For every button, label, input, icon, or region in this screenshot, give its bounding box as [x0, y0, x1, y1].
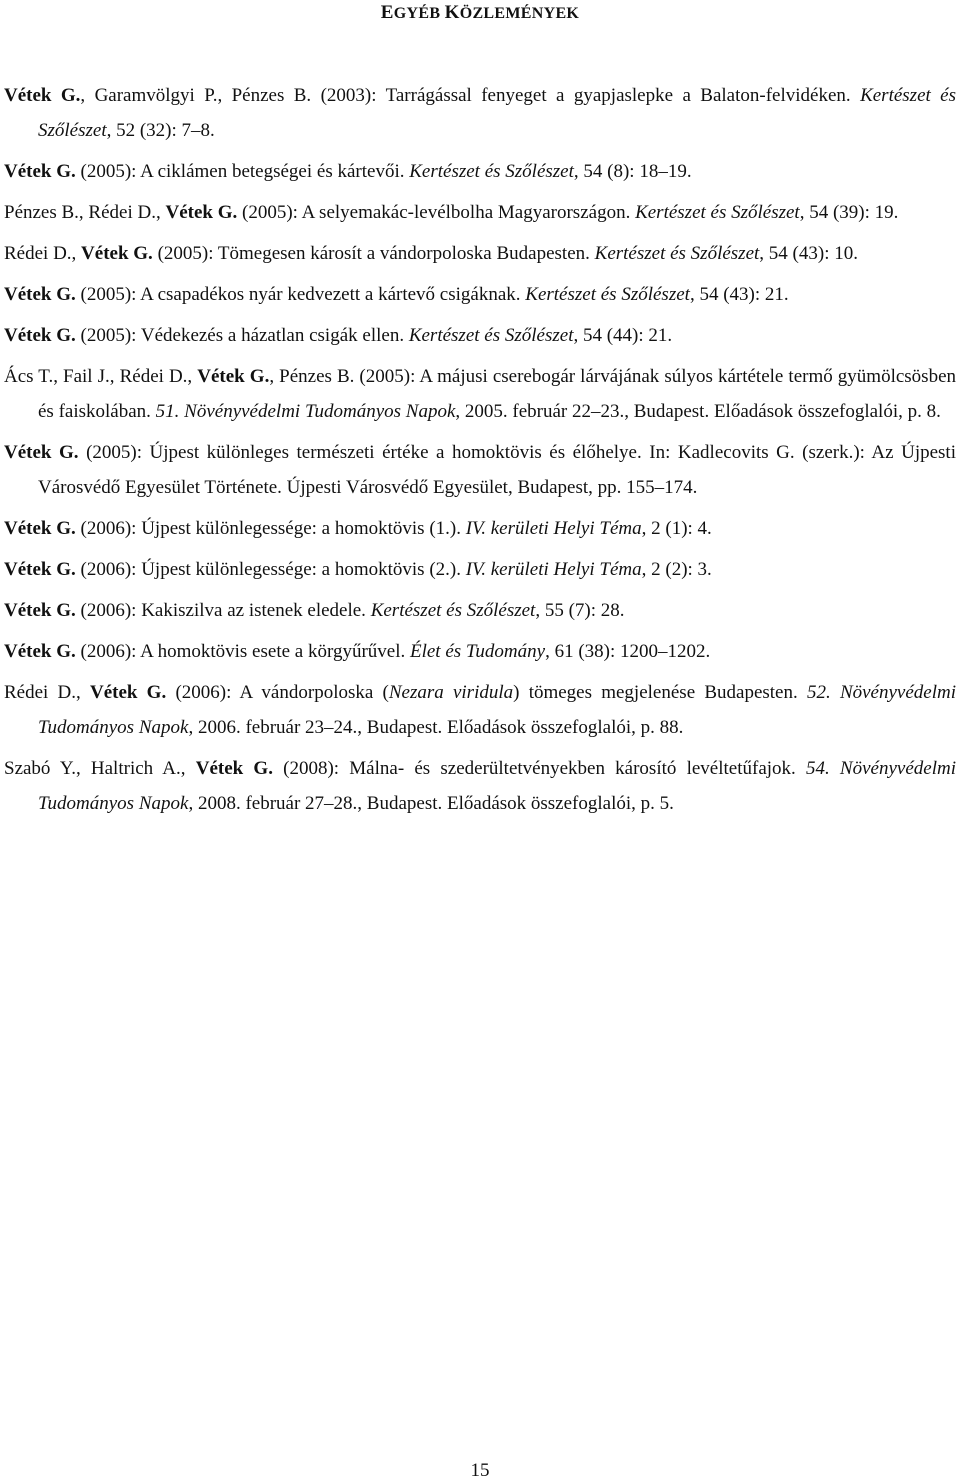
source-title: Kertészet és Szőlészet: [38, 85, 957, 141]
author-highlight: Vétek G.: [4, 161, 76, 182]
reference-text: , 2006. február 23–24., Budapest. Előadások összefoglalói, p. 88.: [188, 717, 684, 738]
reference-text: , 55 (7): 28.: [535, 600, 625, 621]
source-title: 54. Növényvédelmi Tudományos Napok: [38, 758, 956, 814]
source-title: Kertészet és Szőlészet: [635, 202, 800, 223]
reference-entry: [4, 236, 956, 271]
reference-entry: [4, 675, 956, 745]
source-title: Kertészet és Szőlészet: [370, 600, 536, 621]
author-highlight: Vétek G.: [4, 85, 81, 106]
heading-initial-1: E: [380, 2, 394, 23]
author-highlight: Vétek G.: [195, 758, 273, 779]
reference-text: (2006): Újpest különlegessége: a homoktövis (1.).: [75, 518, 466, 539]
source-title: IV. kerületi Helyi Téma: [465, 518, 642, 539]
reference-text: (2005): Újpest különleges természeti értéke a homoktövis és élőhelye. In: Kadlecovits G. (szerk.): Az Újpesti Városvédő Egyesület Története. Újpesti Városvédő Egyesület, Budapest, pp. 155–174.: [38, 442, 956, 498]
author-highlight: Vétek G.: [4, 442, 79, 463]
author-highlight: Vétek G.: [4, 284, 76, 305]
reference-text: (2005): A ciklámen betegségei és kártevői.: [75, 161, 410, 182]
reference-text: , 52 (32): 7–8.: [106, 120, 215, 141]
author-highlight: Vétek G.: [4, 559, 76, 580]
source-title: Kertészet és Szőlészet: [525, 284, 690, 305]
author-highlight: Vétek G.: [4, 641, 76, 662]
heading-rest-2: ÖZLEMÉNYEK: [459, 5, 580, 22]
reference-text: Rédei D.,: [4, 682, 90, 703]
reference-entry: [4, 318, 956, 353]
reference-text: , 54 (43): 21.: [689, 284, 789, 305]
source-title: 51. Növényvédelmi Tudományos Napok: [155, 401, 456, 422]
reference-entry: [4, 751, 956, 821]
reference-text: (2005): A selyemakác-levélbolha Magyarországon.: [237, 202, 636, 223]
reference-text: (2005): Védekezés a házatlan csigák ellen.: [75, 325, 409, 346]
section-heading: [0, 2, 960, 24]
page-number: 15: [470, 1460, 490, 1481]
heading-initial-2: K: [444, 2, 460, 23]
reference-text: Pénzes B., Rédei D.,: [4, 202, 166, 223]
reference-text: Szabó Y., Haltrich A.,: [4, 758, 196, 779]
reference-text: (2008): Málna- és szederültetvényekben károsító levéltetűfajok.: [272, 758, 806, 779]
reference-entry: [4, 154, 956, 189]
author-highlight: Vétek G.: [4, 518, 76, 539]
reference-text: , 2005. február 22–23., Budapest. Előadások összefoglalói, p. 8.: [455, 401, 941, 422]
reference-entry: [4, 359, 956, 429]
reference-text: , Pénzes B. (2005): A májusi cserebogár lárvájának súlyos kártétele termő gyümölcsösben és faiskolában.: [38, 366, 957, 422]
reference-entry: [4, 277, 956, 312]
source-title: Kertészet és Szőlészet: [594, 243, 760, 264]
reference-text: (2006): Kakiszilva az istenek eledele.: [75, 600, 371, 621]
reference-text: ) tömeges megjelenése Budapesten.: [513, 682, 807, 703]
reference-entry: [4, 78, 956, 148]
reference-text: Rédei D.,: [4, 243, 82, 264]
reference-entry: [4, 511, 956, 546]
source-title: 52. Növényvédelmi Tudományos Napok: [38, 682, 956, 738]
heading-rest-1: GYÉB: [393, 5, 445, 22]
reference-text: (2006): A vándorpoloska (: [166, 682, 389, 703]
reference-entry: [4, 195, 956, 230]
author-highlight: Vétek G.: [165, 202, 238, 223]
reference-text: (2006): A homoktövis esete a körgyűrűvel.: [75, 641, 410, 662]
reference-text: Ács T., Fail J., Rédei D.,: [4, 366, 198, 387]
author-highlight: Vétek G.: [197, 366, 270, 387]
reference-text: , Garamvölgyi P., Pénzes B. (2003): Tarrágással fenyeget a gyapjaslepke a Balaton-felvidéken.: [80, 85, 861, 106]
reference-text: , 54 (39): 19.: [799, 202, 899, 223]
reference-text: (2005): A csapadékos nyár kedvezett a kártevő csigáknak.: [75, 284, 526, 305]
reference-text: (2005): Tömegesen károsít a vándorpoloska Budapesten.: [152, 243, 595, 264]
author-highlight: Vétek G.: [4, 325, 76, 346]
reference-entry: [4, 634, 956, 669]
reference-entry: [4, 593, 956, 628]
source-title: Élet és Tudomány: [409, 641, 546, 662]
reference-text: , 2 (1): 4.: [641, 518, 712, 539]
reference-list: [4, 78, 956, 827]
reference-entry: [4, 552, 956, 587]
reference-entry: [4, 435, 956, 505]
author-highlight: Vétek G.: [81, 243, 153, 264]
source-title: Kertészet és Szőlészet: [408, 325, 574, 346]
reference-text: , 54 (8): 18–19.: [573, 161, 692, 182]
source-title: IV. kerületi Helyi Téma: [465, 559, 642, 580]
reference-text: , 54 (44): 21.: [573, 325, 673, 346]
source-title: Nezara viridula: [388, 682, 514, 703]
author-highlight: Vétek G.: [4, 600, 76, 621]
author-highlight: Vétek G.: [89, 682, 167, 703]
reference-text: , 54 (43): 10.: [759, 243, 858, 264]
reference-text: (2006): Újpest különlegessége: a homoktövis (2.).: [75, 559, 466, 580]
reference-text: , 2008. február 27–28., Budapest. Előadások összefoglalói, p. 5.: [188, 793, 674, 814]
reference-text: , 2 (2): 3.: [641, 559, 712, 580]
reference-text: , 61 (38): 1200–1202.: [545, 641, 711, 662]
source-title: Kertészet és Szőlészet: [409, 161, 574, 182]
